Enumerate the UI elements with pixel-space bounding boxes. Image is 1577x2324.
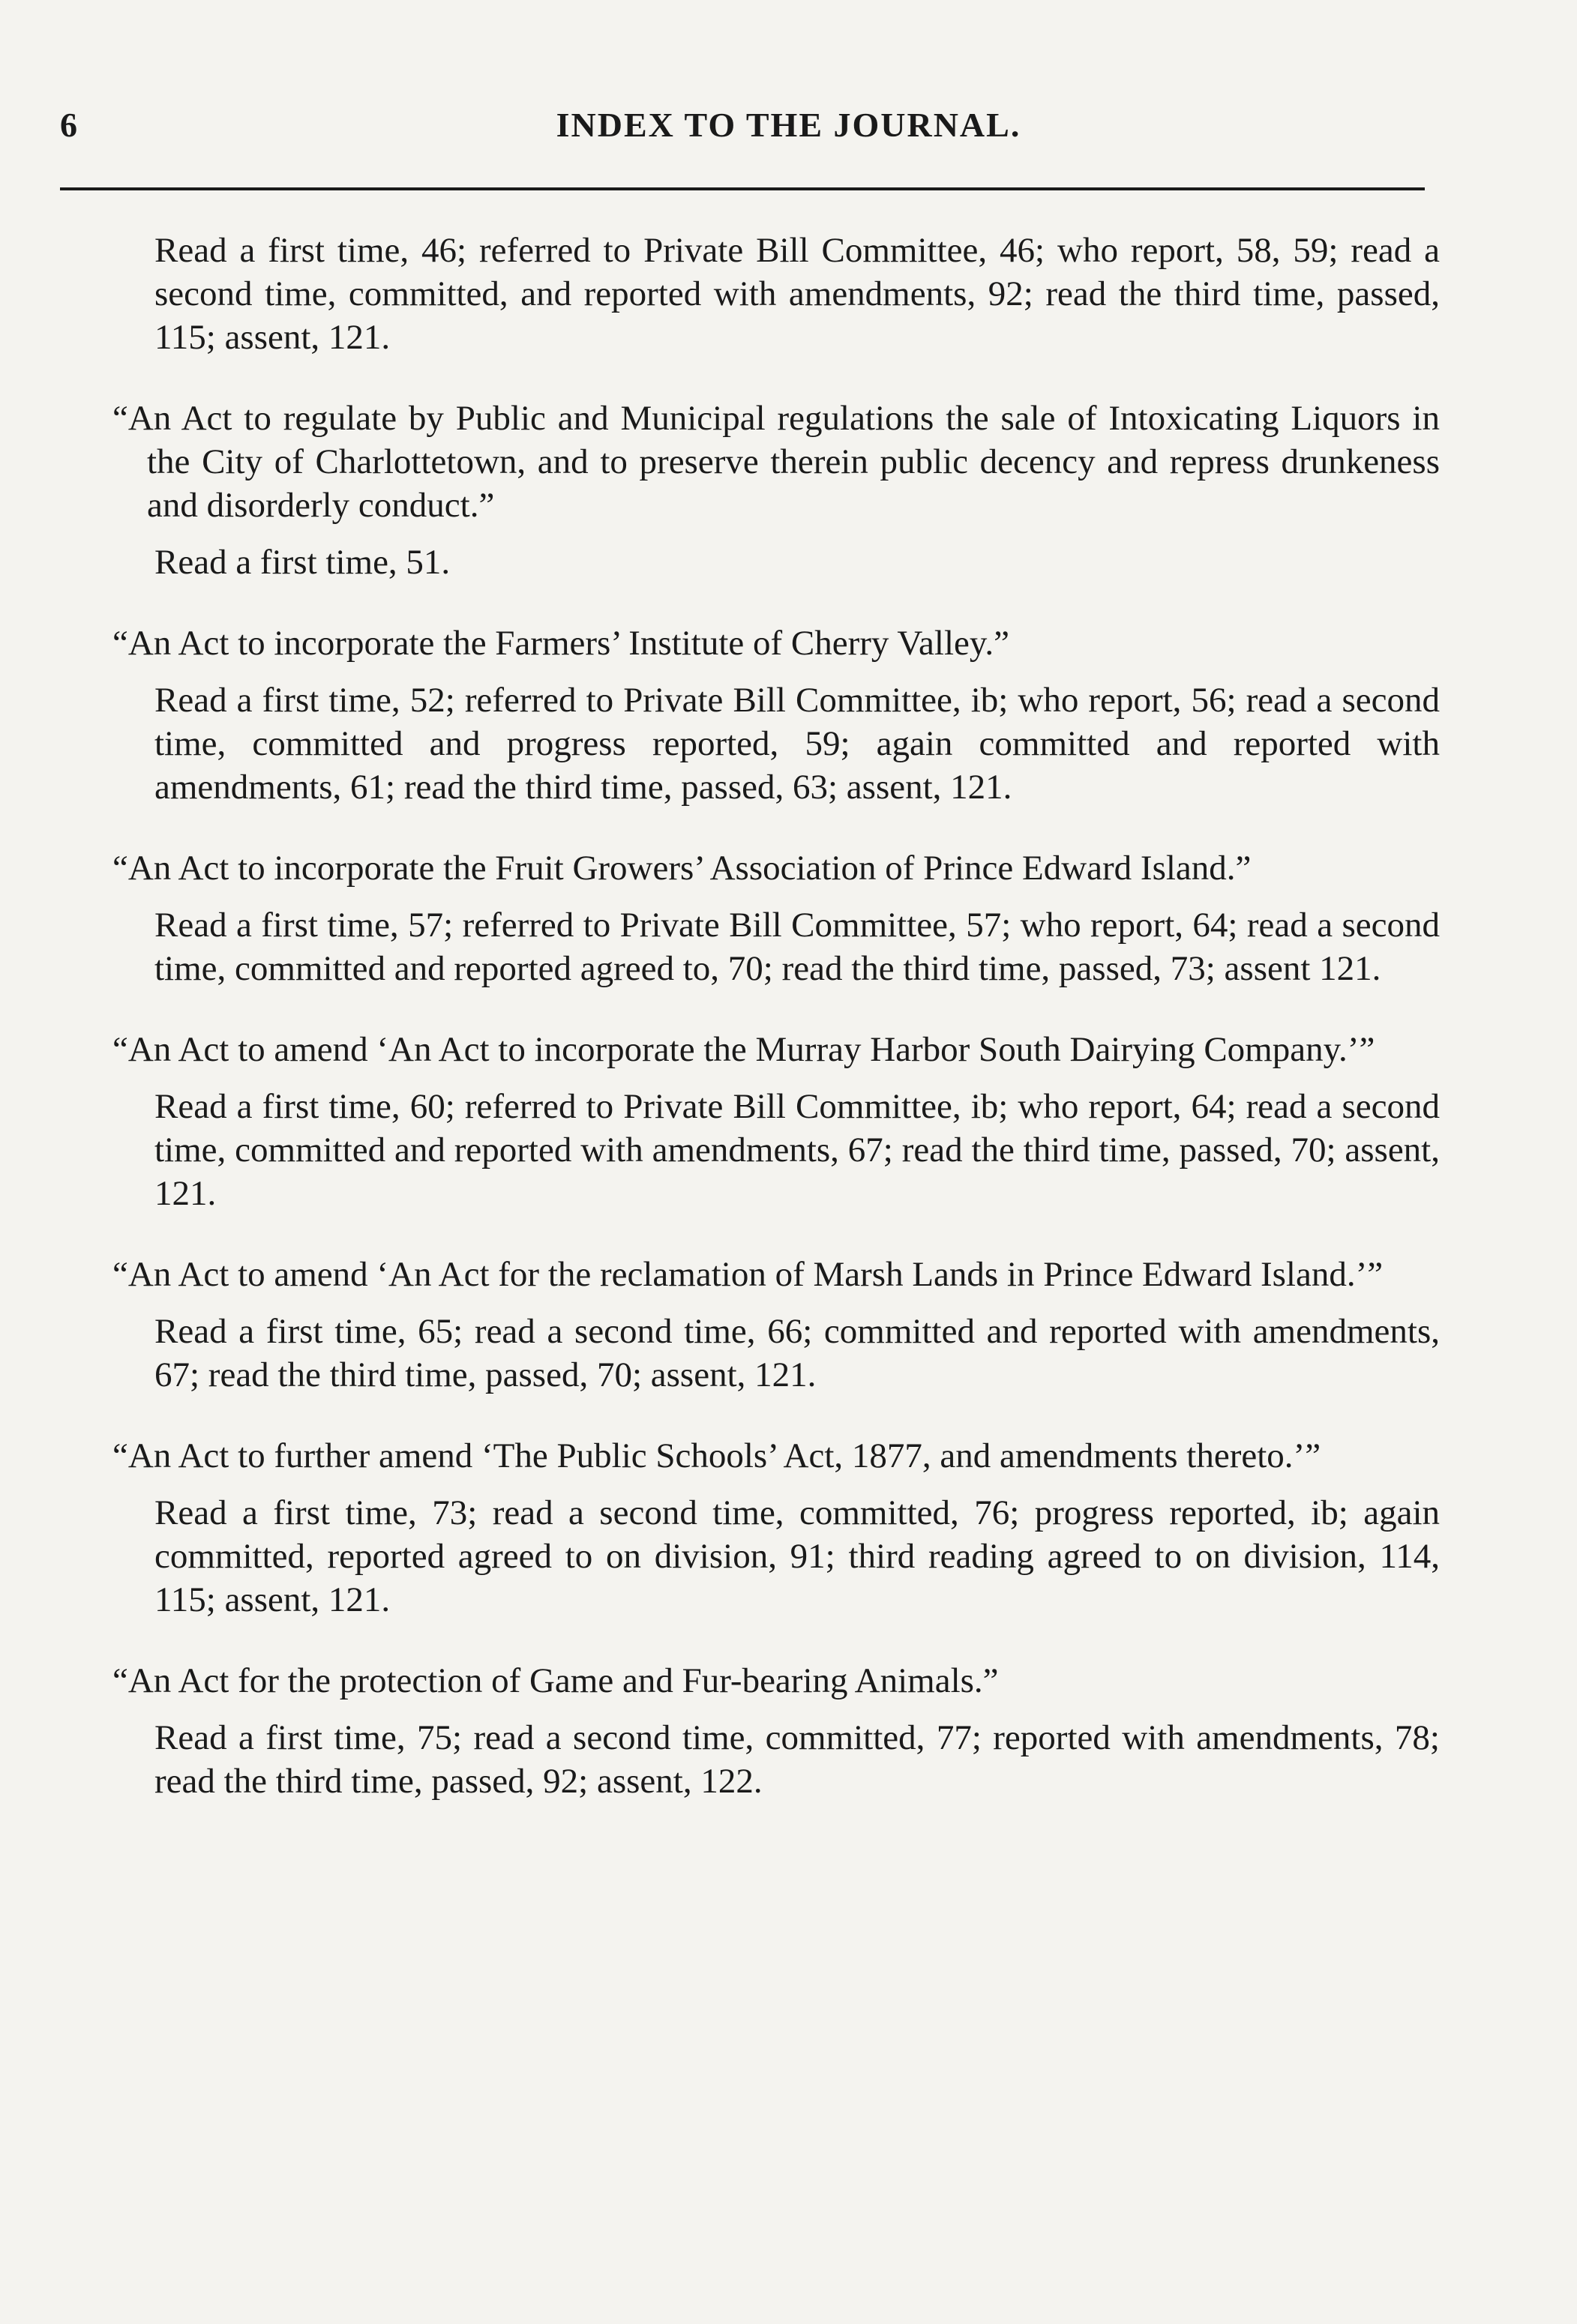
bill-title: “An Act to amend ‘An Act to incorporate the Murray Harbor South Dairying Company.’”: [112, 1030, 1375, 1069]
header-rule: [60, 187, 1425, 190]
bill-history: Read a first time, 46; referred to Private Bill Committee, 46; who report, 58, 59; read a second time, committed, and reported with amendments, 92; read the third time, passed, 115; assent, 121.: [154, 231, 1440, 357]
index-entry: [112, 229, 1440, 359]
bill-title: “An Act to amend ‘An Act for the reclamation of Marsh Lands in Prince Edward Island.’”: [112, 1255, 1384, 1294]
index-entry: [112, 1659, 1440, 1803]
index-entry: [112, 846, 1440, 990]
bill-title: “An Act to incorporate the Farmers’ Institute of Cherry Valley.”: [112, 624, 1009, 663]
index-entry: [112, 397, 1440, 584]
bill-title: “An Act for the protection of Game and Fur-bearing Animals.”: [112, 1661, 999, 1700]
bill-history: Read a first time, 65; read a second time, 66; committed and reported with amendments, 67; read the third time, passed, 70; assent, 121.: [154, 1312, 1440, 1394]
index-entry: [112, 1434, 1440, 1622]
bill-title: “An Act to regulate by Public and Municipal regulations the sale of Intoxicating Liquors in the City of Charlottetown, and to preserve therein public decency and repress drunkeness and disorderly conduct.”: [112, 399, 1440, 525]
bill-history: Read a first time, 75; read a second time, committed, 77; reported with amendments, 78; read the third time, passed, 92; assent, 122.: [154, 1718, 1440, 1801]
page-number: 6: [60, 106, 77, 144]
bill-history: Read a first time, 52; referred to Private Bill Committee, ib; who report, 56; read a second time, committed and progress reported, 59; again committed and reported with amendments, 61; read the third time, passed, 63; assent, 121.: [154, 681, 1440, 807]
bill-history: Read a first time, 60; referred to Private Bill Committee, ib; who report, 64; read a second time, committed and reported with amendments, 67; read the third time, passed, 70; assent, 121.: [154, 1087, 1440, 1213]
bill-title: “An Act to further amend ‘The Public Schools’ Act, 1877, and amendments thereto.’”: [112, 1436, 1321, 1475]
index-entries: [112, 229, 1440, 1840]
bill-history: Read a first time, 51.: [154, 543, 451, 582]
index-entry: [112, 1028, 1440, 1215]
bill-history: Read a first time, 57; referred to Private Bill Committee, 57; who report, 64; read a second time, committed and reported agreed to, 70; read the third time, passed, 73; assent 121.: [154, 906, 1440, 988]
bill-history: Read a first time, 73; read a second time, committed, 76; progress reported, ib; again committed, reported agreed to on division, 91; third reading agreed to on division, 114, 115; assent, 121.: [154, 1493, 1440, 1619]
bill-title: “An Act to incorporate the Fruit Growers’ Association of Prince Edward Island.”: [112, 849, 1252, 888]
running-title: INDEX TO THE JOURNAL.: [556, 106, 1021, 144]
index-entry: [112, 621, 1440, 809]
index-entry: [112, 1253, 1440, 1397]
